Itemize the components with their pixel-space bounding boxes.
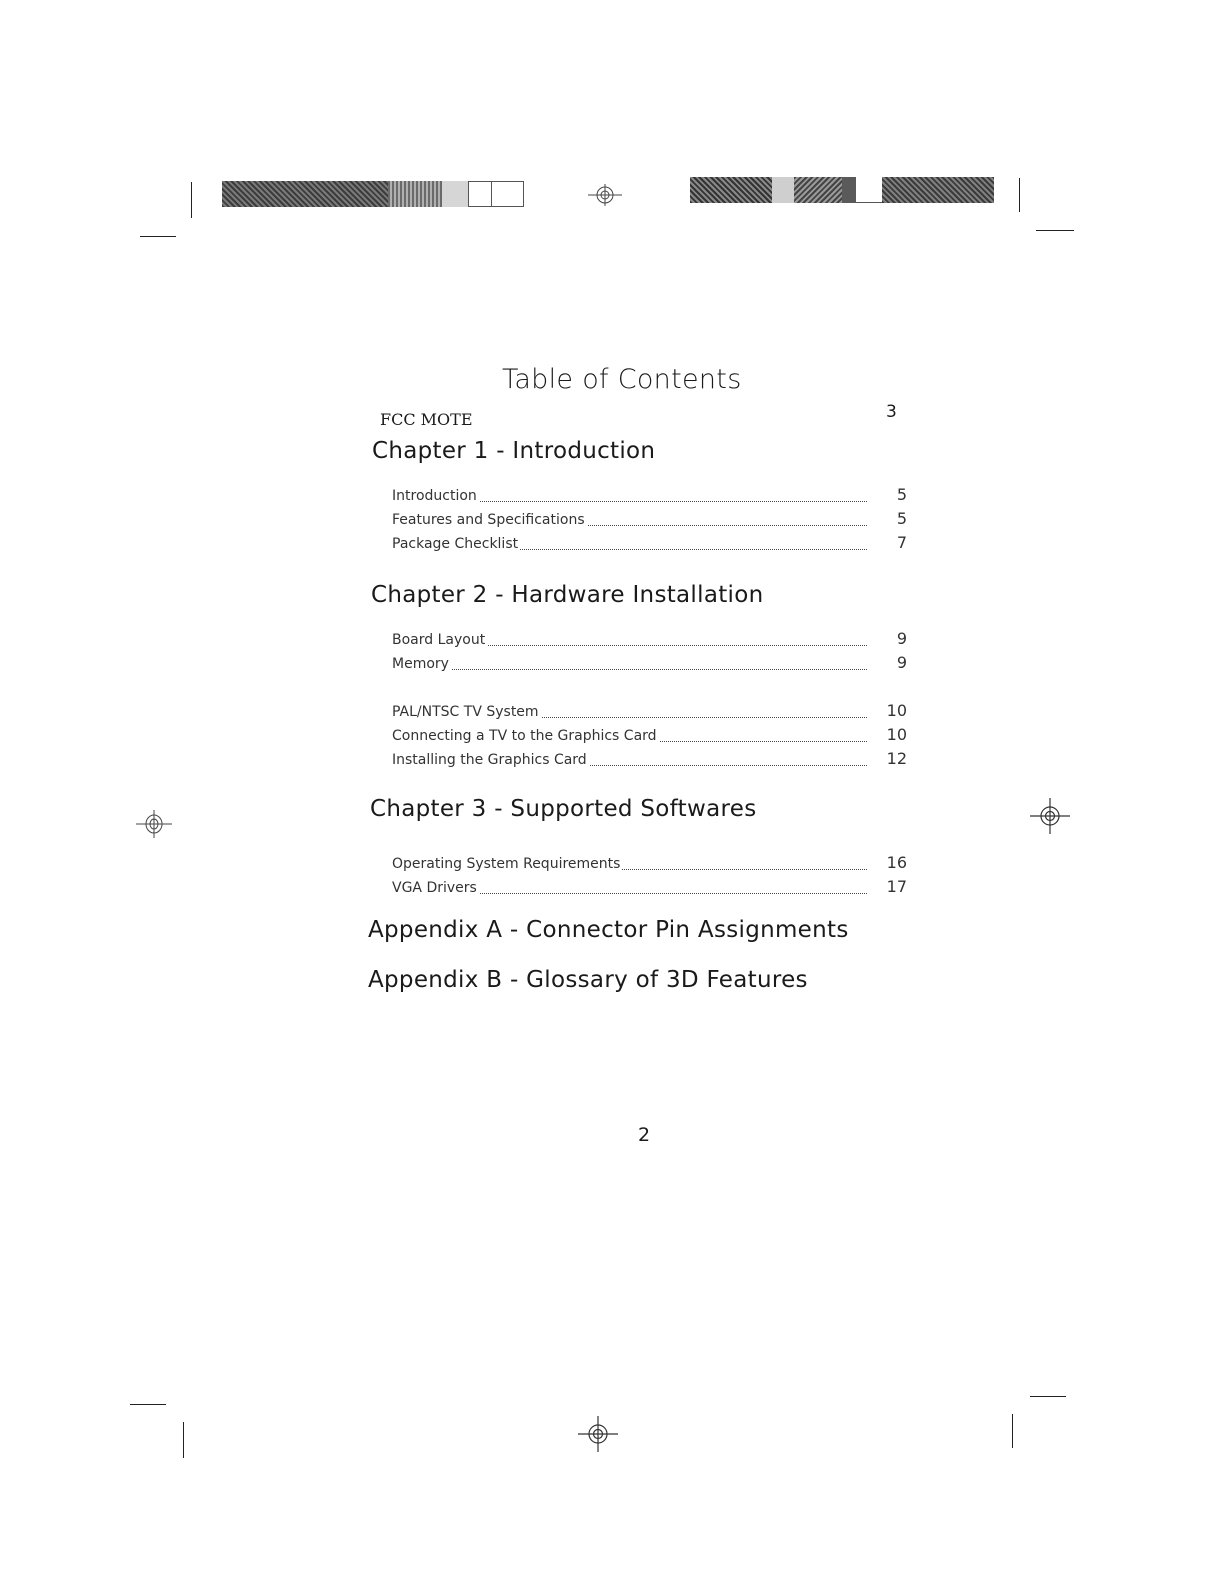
toc-entry — [392, 701, 907, 726]
crosshair-target-icon — [578, 1416, 618, 1452]
toc-entry-label: Installing the Graphics Card — [392, 752, 587, 768]
crosshair-target-icon — [136, 808, 172, 840]
page-number: 2 — [638, 1124, 651, 1146]
toc-entry-page: 9 — [881, 653, 907, 672]
crop-mark-top-right-horizontal — [1036, 230, 1074, 231]
toc-entry-label: Package Checklist — [392, 536, 519, 552]
toc-entry — [392, 509, 907, 534]
crop-mark-bottom-right-horizontal — [1030, 1396, 1066, 1397]
crosshair-target-icon — [1030, 798, 1070, 834]
toc-entry-page: 9 — [881, 629, 907, 648]
chapter-heading: Chapter 1 - Introduction — [372, 438, 656, 464]
toc-entry-label: VGA Drivers — [392, 880, 477, 896]
dot-leader — [392, 669, 867, 670]
toc-entry — [392, 853, 907, 878]
calibration-bar-right — [690, 177, 994, 203]
toc-entry-label: Board Layout — [392, 632, 486, 648]
crop-mark-bottom-left-horizontal — [130, 1404, 166, 1405]
toc-fcc-label: FCC MOTE — [380, 410, 473, 429]
chapter-heading: Chapter 3 - Supported Softwares — [370, 796, 757, 822]
crop-mark-bottom-right-vertical — [1012, 1414, 1013, 1448]
toc-entry-label: Operating System Requirements — [392, 856, 621, 872]
toc-entry-label: Introduction — [392, 488, 477, 504]
toc-entry — [392, 533, 907, 558]
toc-entry-page: 5 — [881, 485, 907, 504]
toc-entry — [392, 877, 907, 902]
toc-entry-page: 5 — [881, 509, 907, 528]
toc-entry — [392, 629, 907, 654]
toc-entry — [392, 725, 907, 750]
toc-entry-label: Features and Specifications — [392, 512, 585, 528]
toc-title: Table of Contents — [502, 364, 742, 395]
crosshair-target-icon — [588, 182, 622, 208]
toc-entry-page: 12 — [881, 749, 907, 768]
toc-entry — [392, 749, 907, 774]
toc-fcc-page: 3 — [886, 402, 897, 422]
toc-entry-label: Connecting a TV to the Graphics Card — [392, 728, 657, 744]
toc-entry-page: 10 — [881, 725, 907, 744]
appendix-heading: Appendix B - Glossary of 3D Features — [368, 967, 808, 993]
toc-entry-page: 17 — [881, 877, 907, 896]
crop-mark-bottom-left-vertical — [183, 1422, 184, 1458]
crop-mark-top-left-horizontal — [140, 236, 176, 237]
toc-entry-page: 10 — [881, 701, 907, 720]
toc-entry-page: 16 — [881, 853, 907, 872]
toc-entry-page: 7 — [881, 533, 907, 552]
toc-entry — [392, 653, 907, 678]
toc-entry-label: Memory — [392, 656, 449, 672]
crop-mark-top-right-vertical — [1019, 178, 1020, 212]
toc-entry — [392, 485, 907, 510]
calibration-bar-left — [222, 181, 528, 207]
chapter-heading: Chapter 2 - Hardware Installation — [371, 582, 764, 608]
appendix-heading: Appendix A - Connector Pin Assignments — [368, 917, 849, 943]
toc-entry-label: PAL/NTSC TV System — [392, 704, 539, 720]
crop-mark-top-left-vertical — [191, 182, 192, 218]
